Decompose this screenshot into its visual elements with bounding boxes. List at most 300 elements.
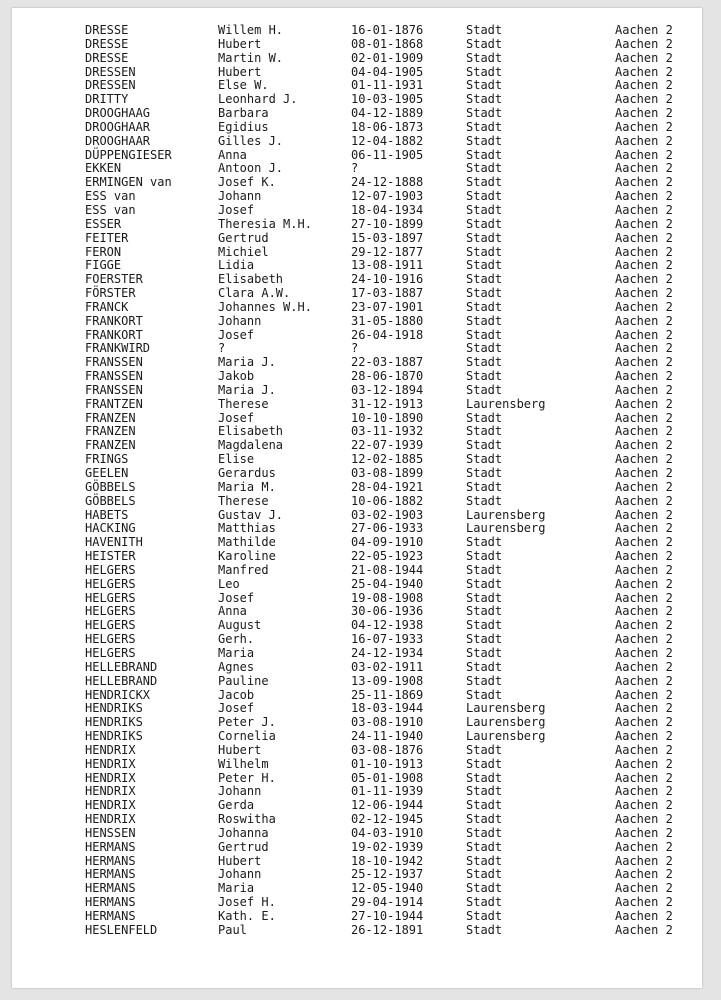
given-name-cell: Karoline: [218, 549, 276, 564]
register-row: [12, 772, 702, 786]
register-row: [12, 730, 702, 744]
given-name-cell: Anna: [218, 147, 247, 162]
place-cell: Stadt: [466, 64, 503, 79]
place-cell: Stadt: [466, 258, 503, 273]
date-cell: 24-10-1916: [351, 272, 424, 287]
date-cell: 18-06-1873: [351, 119, 424, 134]
surname-cell: HERMANS: [85, 909, 136, 923]
given-name-cell: Mathilde: [218, 535, 276, 550]
register-row: [12, 66, 702, 80]
register-row: [12, 204, 702, 218]
surname-cell: DROOGHAAG: [85, 106, 151, 121]
surname-cell: FRANKORT: [85, 313, 143, 328]
city-cell: Aachen 2: [615, 313, 673, 328]
register-row: [12, 758, 702, 772]
surname-cell: FIGGE: [85, 258, 122, 273]
given-name-cell: Elisabeth: [218, 272, 284, 287]
city-cell: Aachen 2: [615, 770, 673, 785]
given-name-cell: Hubert: [218, 742, 262, 757]
place-cell: Laurensberg: [466, 396, 546, 411]
date-cell: 13-08-1911: [351, 258, 424, 273]
city-cell: Aachen 2: [615, 327, 673, 342]
given-name-cell: Pauline: [218, 673, 269, 688]
surname-cell: HELGERS: [85, 632, 136, 647]
city-cell: Aachen 2: [615, 50, 673, 65]
register-row: [12, 882, 702, 896]
city-cell: Aachen 2: [615, 258, 673, 273]
surname-cell: HENSSEN: [85, 825, 136, 840]
given-name-cell: Johann: [218, 313, 262, 328]
date-cell: 25-12-1937: [351, 867, 424, 882]
date-cell: 18-10-1942: [351, 853, 424, 868]
place-cell: Stadt: [466, 230, 503, 245]
place-cell: Stadt: [466, 327, 503, 342]
city-cell: Aachen 2: [615, 23, 673, 37]
place-cell: Laurensberg: [466, 521, 546, 536]
register-row: [12, 259, 702, 273]
register-row: [12, 785, 702, 799]
surname-cell: HENDRICKX: [85, 687, 151, 702]
surname-cell: HELLEBRAND: [85, 659, 158, 674]
surname-cell: FRANZEN: [85, 410, 136, 425]
date-cell: 03-11-1932: [351, 424, 424, 439]
register-row: [12, 453, 702, 467]
date-cell: 04-09-1910: [351, 535, 424, 550]
place-cell: Stadt: [466, 895, 503, 910]
city-cell: Aachen 2: [615, 895, 673, 910]
register-row: [12, 287, 702, 301]
surname-cell: DRESSEN: [85, 78, 136, 93]
city-cell: Aachen 2: [615, 742, 673, 757]
surname-cell: HENDRIKS: [85, 701, 143, 716]
surname-cell: HELGERS: [85, 604, 136, 619]
surname-cell: DRITTY: [85, 92, 129, 107]
place-cell: Stadt: [466, 479, 503, 494]
city-cell: Aachen 2: [615, 701, 673, 716]
register-row: [12, 605, 702, 619]
register-row: [12, 619, 702, 633]
given-name-cell: Therese: [218, 493, 269, 508]
place-cell: Stadt: [466, 535, 503, 550]
date-cell: 27-10-1944: [351, 909, 424, 923]
register-row: [12, 93, 702, 107]
place-cell: Stadt: [466, 881, 503, 896]
given-name-cell: Paul: [218, 922, 247, 937]
surname-cell: HENDRIX: [85, 756, 136, 771]
surname-cell: HERMANS: [85, 895, 136, 910]
city-cell: Aachen 2: [615, 410, 673, 425]
given-name-cell: Willem H.: [218, 23, 284, 37]
date-cell: 04-03-1910: [351, 825, 424, 840]
register-row: [12, 135, 702, 149]
surname-cell: ESS van: [85, 189, 136, 204]
date-cell: 31-05-1880: [351, 313, 424, 328]
date-cell: 24-11-1940: [351, 729, 424, 744]
given-name-cell: Maria J.: [218, 382, 276, 397]
register-row: [12, 246, 702, 260]
date-cell: 29-04-1914: [351, 895, 424, 910]
place-cell: Stadt: [466, 161, 503, 176]
place-cell: Stadt: [466, 604, 503, 619]
register-row: [12, 592, 702, 606]
register-row: [12, 162, 702, 176]
date-cell: 03-08-1910: [351, 715, 424, 730]
given-name-cell: Theresia M.H.: [218, 216, 312, 231]
surname-cell: HELGERS: [85, 618, 136, 633]
date-cell: 04-04-1905: [351, 64, 424, 79]
city-cell: Aachen 2: [615, 549, 673, 564]
place-cell: Stadt: [466, 812, 503, 827]
date-cell: 04-12-1889: [351, 106, 424, 121]
city-cell: Aachen 2: [615, 659, 673, 674]
given-name-cell: Lidia: [218, 258, 255, 273]
register-row: [12, 232, 702, 246]
register-row: [12, 702, 702, 716]
place-cell: Stadt: [466, 493, 503, 508]
register-row: [12, 425, 702, 439]
given-name-cell: Clara A.W.: [218, 286, 291, 301]
given-name-cell: Maria M.: [218, 479, 276, 494]
surname-cell: DROOGHAAR: [85, 119, 151, 134]
surname-cell: ERMINGEN van: [85, 175, 172, 190]
date-cell: 02-12-1945: [351, 812, 424, 827]
surname-cell: HACKING: [85, 521, 136, 536]
given-name-cell: ?: [218, 341, 226, 356]
surname-cell: HABETS: [85, 507, 129, 522]
place-cell: Stadt: [466, 825, 503, 840]
date-cell: 24-12-1888: [351, 175, 424, 190]
given-name-cell: Matthias: [218, 521, 276, 536]
given-name-cell: Elisabeth: [218, 424, 284, 439]
surname-cell: HENDRIX: [85, 784, 136, 799]
register-row: [12, 38, 702, 52]
register-row: [12, 52, 702, 66]
date-cell: 29-12-1877: [351, 244, 424, 259]
city-cell: Aachen 2: [615, 576, 673, 591]
date-cell: 28-06-1870: [351, 369, 424, 384]
place-cell: Stadt: [466, 119, 503, 134]
given-name-cell: Anna: [218, 604, 247, 619]
register-row: [12, 273, 702, 287]
date-cell: 24-12-1934: [351, 645, 424, 660]
given-name-cell: Egidius: [218, 119, 269, 134]
city-cell: Aachen 2: [615, 396, 673, 411]
city-cell: Aachen 2: [615, 175, 673, 190]
date-cell: 25-04-1940: [351, 576, 424, 591]
register-row: [12, 716, 702, 730]
surname-cell: FRANCK: [85, 299, 129, 314]
city-cell: Aachen 2: [615, 798, 673, 813]
register-list: [12, 24, 702, 938]
given-name-cell: Hubert: [218, 64, 262, 79]
place-cell: Laurensberg: [466, 715, 546, 730]
place-cell: Stadt: [466, 216, 503, 231]
surname-cell: ESS van: [85, 202, 136, 217]
register-row: [12, 412, 702, 426]
date-cell: 30-06-1936: [351, 604, 424, 619]
date-cell: 12-07-1903: [351, 189, 424, 204]
given-name-cell: Josef: [218, 590, 255, 605]
surname-cell: HELGERS: [85, 590, 136, 605]
date-cell: 23-07-1901: [351, 299, 424, 314]
city-cell: Aachen 2: [615, 78, 673, 93]
date-cell: 15-03-1897: [351, 230, 424, 245]
register-row: [12, 924, 702, 938]
register-row: [12, 910, 702, 924]
place-cell: Stadt: [466, 576, 503, 591]
register-row: [12, 841, 702, 855]
place-cell: Stadt: [466, 562, 503, 577]
surname-cell: GÖBBELS: [85, 493, 136, 508]
date-cell: 25-11-1869: [351, 687, 424, 702]
place-cell: Stadt: [466, 175, 503, 190]
surname-cell: DRESSEN: [85, 64, 136, 79]
given-name-cell: Josef K.: [218, 175, 276, 190]
place-cell: Stadt: [466, 770, 503, 785]
surname-cell: FOERSTER: [85, 272, 143, 287]
city-cell: Aachen 2: [615, 36, 673, 51]
surname-cell: DRESSE: [85, 23, 129, 37]
place-cell: Laurensberg: [466, 729, 546, 744]
place-cell: Stadt: [466, 286, 503, 301]
given-name-cell: Hubert: [218, 853, 262, 868]
register-row: [12, 661, 702, 675]
city-cell: Aachen 2: [615, 729, 673, 744]
date-cell: 03-02-1903: [351, 507, 424, 522]
date-cell: ?: [351, 341, 359, 356]
given-name-cell: Magdalena: [218, 438, 284, 453]
date-cell: 02-01-1909: [351, 50, 424, 65]
place-cell: Stadt: [466, 341, 503, 356]
register-row: [12, 522, 702, 536]
given-name-cell: Gertrud: [218, 839, 269, 854]
register-row: [12, 439, 702, 453]
given-name-cell: Gilles J.: [218, 133, 284, 148]
city-cell: Aachen 2: [615, 590, 673, 605]
date-cell: 04-12-1938: [351, 618, 424, 633]
place-cell: Laurensberg: [466, 701, 546, 716]
register-row: [12, 868, 702, 882]
surname-cell: FERON: [85, 244, 122, 259]
place-cell: Stadt: [466, 549, 503, 564]
given-name-cell: Maria J.: [218, 355, 276, 370]
given-name-cell: Cornelia: [218, 729, 276, 744]
register-row: [12, 398, 702, 412]
surname-cell: FÖRSTER: [85, 286, 136, 301]
place-cell: Stadt: [466, 922, 503, 937]
given-name-cell: Antoon J.: [218, 161, 284, 176]
city-cell: Aachen 2: [615, 812, 673, 827]
city-cell: Aachen 2: [615, 562, 673, 577]
date-cell: 03-08-1899: [351, 466, 424, 480]
city-cell: Aachen 2: [615, 119, 673, 134]
place-cell: Stadt: [466, 867, 503, 882]
register-row: [12, 79, 702, 93]
city-cell: Aachen 2: [615, 438, 673, 453]
surname-cell: DROOGHAAR: [85, 133, 151, 148]
city-cell: Aachen 2: [615, 756, 673, 771]
date-cell: 16-07-1933: [351, 632, 424, 647]
place-cell: Laurensberg: [466, 507, 546, 522]
register-row: [12, 356, 702, 370]
city-cell: Aachen 2: [615, 645, 673, 660]
city-cell: Aachen 2: [615, 369, 673, 384]
date-cell: 12-04-1882: [351, 133, 424, 148]
register-row: [12, 342, 702, 356]
given-name-cell: Gerh.: [218, 632, 255, 647]
given-name-cell: Maria: [218, 645, 255, 660]
given-name-cell: Peter J.: [218, 715, 276, 730]
surname-cell: HAVENITH: [85, 535, 143, 550]
place-cell: Stadt: [466, 742, 503, 757]
given-name-cell: August: [218, 618, 262, 633]
register-row: [12, 536, 702, 550]
surname-cell: HERMANS: [85, 867, 136, 882]
date-cell: 13-09-1908: [351, 673, 424, 688]
place-cell: Stadt: [466, 23, 503, 37]
date-cell: 08-01-1868: [351, 36, 424, 51]
surname-cell: FRANTZEN: [85, 396, 143, 411]
city-cell: Aachen 2: [615, 202, 673, 217]
date-cell: 03-08-1876: [351, 742, 424, 757]
city-cell: Aachen 2: [615, 535, 673, 550]
given-name-cell: Josef H.: [218, 895, 276, 910]
city-cell: Aachen 2: [615, 867, 673, 882]
place-cell: Stadt: [466, 590, 503, 605]
date-cell: 31-12-1913: [351, 396, 424, 411]
date-cell: 10-06-1882: [351, 493, 424, 508]
surname-cell: HENDRIKS: [85, 715, 143, 730]
city-cell: Aachen 2: [615, 452, 673, 467]
date-cell: 18-03-1944: [351, 701, 424, 716]
city-cell: Aachen 2: [615, 355, 673, 370]
surname-cell: FEITER: [85, 230, 129, 245]
city-cell: Aachen 2: [615, 687, 673, 702]
city-cell: Aachen 2: [615, 881, 673, 896]
city-cell: Aachen 2: [615, 618, 673, 633]
date-cell: 21-08-1944: [351, 562, 424, 577]
place-cell: Stadt: [466, 452, 503, 467]
surname-cell: FRANSSEN: [85, 382, 143, 397]
city-cell: Aachen 2: [615, 161, 673, 176]
date-cell: 06-11-1905: [351, 147, 424, 162]
city-cell: Aachen 2: [615, 507, 673, 522]
surname-cell: DRESSE: [85, 36, 129, 51]
surname-cell: GÖBBELS: [85, 479, 136, 494]
given-name-cell: Michiel: [218, 244, 269, 259]
given-name-cell: Roswitha: [218, 812, 276, 827]
place-cell: Stadt: [466, 466, 503, 480]
register-row: [12, 564, 702, 578]
surname-cell: DRESSE: [85, 50, 129, 65]
date-cell: 19-08-1908: [351, 590, 424, 605]
city-cell: Aachen 2: [615, 479, 673, 494]
given-name-cell: Barbara: [218, 106, 269, 121]
given-name-cell: Gertrud: [218, 230, 269, 245]
date-cell: 12-06-1944: [351, 798, 424, 813]
given-name-cell: Hubert: [218, 36, 262, 51]
surname-cell: FRANSSEN: [85, 369, 143, 384]
city-cell: Aachen 2: [615, 286, 673, 301]
city-cell: Aachen 2: [615, 922, 673, 937]
surname-cell: FRANZEN: [85, 424, 136, 439]
register-row: [12, 509, 702, 523]
surname-cell: HENDRIX: [85, 812, 136, 827]
register-row: [12, 301, 702, 315]
surname-cell: FRANSSEN: [85, 355, 143, 370]
place-cell: Stadt: [466, 189, 503, 204]
place-cell: Stadt: [466, 687, 503, 702]
register-row: [12, 149, 702, 163]
register-row: [12, 495, 702, 509]
city-cell: Aachen 2: [615, 909, 673, 923]
city-cell: Aachen 2: [615, 189, 673, 204]
city-cell: Aachen 2: [615, 493, 673, 508]
given-name-cell: Gerda: [218, 798, 255, 813]
place-cell: Stadt: [466, 78, 503, 93]
city-cell: Aachen 2: [615, 521, 673, 536]
city-cell: Aachen 2: [615, 466, 673, 480]
register-row: [12, 896, 702, 910]
place-cell: Stadt: [466, 133, 503, 148]
city-cell: Aachen 2: [615, 424, 673, 439]
date-cell: 18-04-1934: [351, 202, 424, 217]
register-row: [12, 329, 702, 343]
date-cell: 16-01-1876: [351, 23, 424, 37]
register-row: [12, 799, 702, 813]
given-name-cell: Johann: [218, 867, 262, 882]
place-cell: Stadt: [466, 299, 503, 314]
city-cell: Aachen 2: [615, 272, 673, 287]
given-name-cell: Leo: [218, 576, 240, 591]
given-name-cell: Else W.: [218, 78, 269, 93]
given-name-cell: Josef: [218, 701, 255, 716]
date-cell: 19-02-1939: [351, 839, 424, 854]
surname-cell: FRANKORT: [85, 327, 143, 342]
city-cell: Aachen 2: [615, 216, 673, 231]
city-cell: Aachen 2: [615, 244, 673, 259]
surname-cell: HELGERS: [85, 645, 136, 660]
place-cell: Stadt: [466, 50, 503, 65]
given-name-cell: Josef: [218, 202, 255, 217]
surname-cell: HEISTER: [85, 549, 136, 564]
place-cell: Stadt: [466, 424, 503, 439]
date-cell: 01-10-1913: [351, 756, 424, 771]
register-row: [12, 467, 702, 481]
register-row: [12, 827, 702, 841]
date-cell: 10-03-1905: [351, 92, 424, 107]
place-cell: Stadt: [466, 369, 503, 384]
place-cell: Stadt: [466, 673, 503, 688]
date-cell: ?: [351, 161, 359, 176]
given-name-cell: Jacob: [218, 687, 255, 702]
date-cell: 01-11-1931: [351, 78, 424, 93]
given-name-cell: Josef: [218, 327, 255, 342]
place-cell: Stadt: [466, 244, 503, 259]
place-cell: Stadt: [466, 147, 503, 162]
surname-cell: HENDRIX: [85, 770, 136, 785]
given-name-cell: Jakob: [218, 369, 255, 384]
city-cell: Aachen 2: [615, 106, 673, 121]
date-cell: 22-07-1939: [351, 438, 424, 453]
surname-cell: HELGERS: [85, 576, 136, 591]
surname-cell: EKKEN: [85, 161, 122, 176]
given-name-cell: Johannes W.H.: [218, 299, 312, 314]
city-cell: Aachen 2: [615, 632, 673, 647]
place-cell: Stadt: [466, 659, 503, 674]
register-row: [12, 689, 702, 703]
given-name-cell: Peter H.: [218, 770, 276, 785]
